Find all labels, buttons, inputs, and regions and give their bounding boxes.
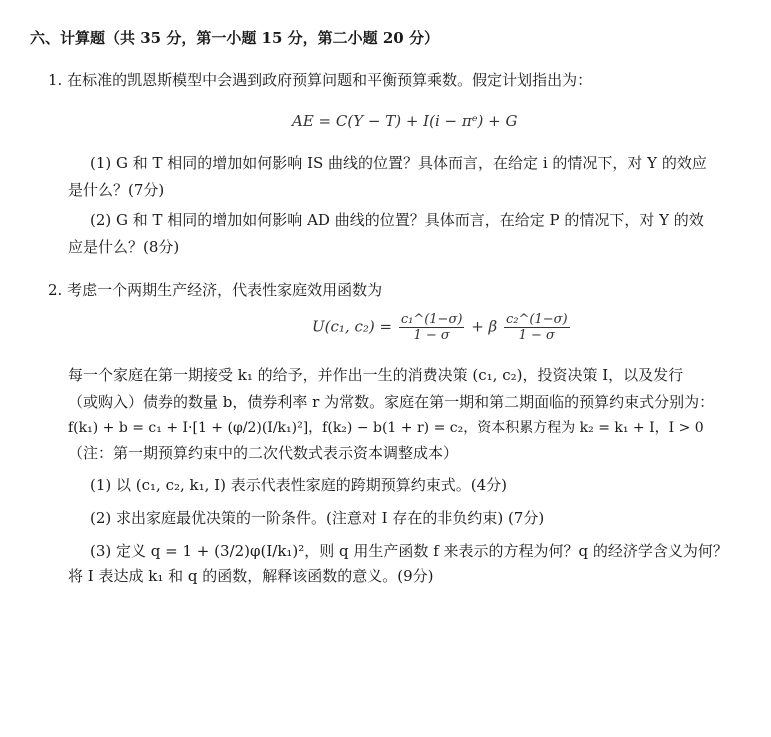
utility-fraction-2 [504,312,570,343]
q2-utility-equation [312,312,572,343]
q2-body-line4: （注：第一期预算约束中的二次代数式表示资本调整成本） [68,444,459,462]
q1-part1-line1: (1) G 和 T 相同的增加如何影响 IS 曲线的位置？具体而言，在给定 i 的情况下，对 Y 的效应 [90,154,707,172]
q2-body-line3: f(k₁) + b = c₁ + I·[1 + (φ/2)(I/k₁)²]，f(k₂) − b(1 + r) = c₂，资本积累方程为 k₂ = k₁ + I，I > 0 [68,420,704,436]
q1-part2-line1: (2) G 和 T 相同的增加如何影响 AD 曲线的位置？具体而言，在给定 P 的情况下，对 Y 的效 [90,211,704,229]
q2-body-line2: （或购入）债券的数量 b，债券利率 r 为常数。家庭在第一期和第二期面临的预算约束式分别为： [68,393,715,411]
fraction-1-denominator: 1 − σ [413,328,450,343]
q2-part1: (1) 以 (c₁, c₂, k₁, I) 表示代表性家庭的跨期预算约束式。(4分) [90,476,507,494]
fraction-2-denominator: 1 − σ [518,328,555,343]
q1-intro: 1. 在标准的凯恩斯模型中会遇到政府预算问题和平衡预算乘数。假定计划指出为： [48,71,593,89]
plus-beta: + β [471,317,498,336]
fraction-1-numerator: c₁^(1−σ) [400,312,463,327]
q2-body-line1: 每一个家庭在第一期接受 k₁ 的给予，并作出一生的消费决策 (c₁, c₂)，投资决策 I，以及发行 [68,366,684,384]
utility-lhs: U(c₁, c₂) = [312,317,393,336]
q1-part2-line2: 应是什么？(8分) [68,238,180,256]
section-heading: 六、计算题（共 35 分，第一小题 15 分，第二小题 20 分） [30,29,439,47]
q2-part2: (2) 求出家庭最优决策的一阶条件。(注意对 I 存在的非负约束) (7分) [90,509,545,527]
utility-fraction-1 [399,312,465,343]
q2-part3-line1: (3) 定义 q = 1 + (3/2)φ(I/k₁)²，则 q 用生产函数 f 来表示的方程为何？q 的经济学含义为何？ [90,542,728,560]
q2-intro: 2. 考虑一个两期生产经济，代表性家庭效用函数为 [48,281,383,299]
q1-part1-line2: 是什么？(7分) [68,181,165,199]
fraction-2-numerator: c₂^(1−σ) [505,312,568,327]
q2-part3-line2: 将 I 表达成 k₁ 和 q 的函数，解释该函数的意义。(9分) [68,567,434,585]
q1-equation: AE = C(Y − T) + I(i − πᵉ) + G [292,112,518,130]
